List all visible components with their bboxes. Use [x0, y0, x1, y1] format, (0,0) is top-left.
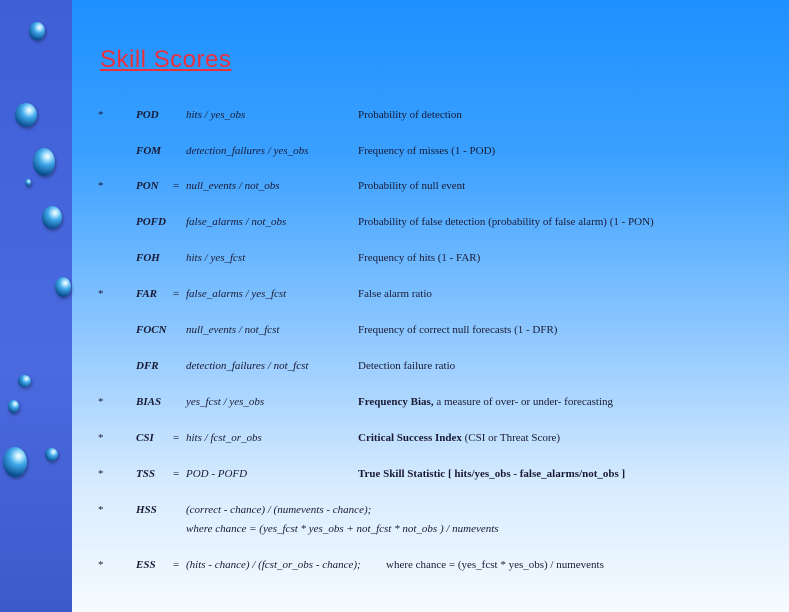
row-bullet: *: [98, 109, 104, 121]
score-description: [358, 432, 560, 444]
score-formula: null_events / not_obs: [186, 180, 280, 192]
skill-row: [0, 360, 789, 376]
equals-sign: =: [173, 180, 180, 192]
score-name: Critical Success Index: [358, 432, 462, 444]
score-description: Detection failure ratio: [358, 360, 456, 372]
bubble-decoration: [45, 448, 58, 461]
skill-row: [0, 504, 789, 520]
score-abbr: BIAS: [136, 396, 162, 408]
skill-row: [0, 109, 789, 125]
row-bullet: *: [98, 180, 104, 192]
skill-row: [0, 396, 789, 412]
score-description: Probability of null event: [358, 180, 466, 192]
score-note: [ hits/yes_obs - false_alarms/not_obs ]: [447, 468, 626, 480]
row-bullet: *: [98, 288, 104, 300]
score-description: where chance = (yes_fcst * yes_obs) / numevents: [386, 559, 604, 571]
score-description: [358, 396, 613, 408]
sidebar-panel: [0, 0, 72, 612]
score-abbr: FOCN: [136, 324, 167, 336]
score-description: Frequency of misses (1 - POD): [358, 145, 496, 157]
score-abbr: DFR: [136, 360, 159, 372]
skill-row: [0, 145, 789, 161]
score-abbr: POD: [136, 109, 159, 121]
score-formula: hits / yes_obs: [186, 109, 246, 121]
row-bullet: *: [98, 468, 104, 480]
score-formula: POD - POFD: [186, 468, 248, 480]
score-formula: yes_fcst / yes_obs: [186, 396, 265, 408]
score-description: False alarm ratio: [358, 288, 432, 300]
score-abbr: PON: [136, 180, 159, 192]
row-bullet: *: [98, 504, 104, 516]
score-note: (CSI or Threat Score): [464, 432, 561, 444]
score-name: Frequency Bias,: [358, 396, 434, 408]
bubble-decoration: [18, 375, 31, 387]
row-bullet: *: [98, 559, 104, 571]
skill-row: [0, 432, 789, 448]
bubble-decoration: [29, 22, 45, 40]
score-description: [358, 468, 625, 480]
equals-sign: =: [173, 288, 180, 300]
score-formula: (correct - chance) / (numevents - chance);: [186, 504, 372, 516]
skill-row: [0, 559, 789, 575]
skill-row: [0, 523, 789, 539]
equals-sign: =: [173, 559, 180, 571]
score-description: Frequency of hits (1 - FAR): [358, 252, 481, 264]
score-formula: detection_failures / yes_obs: [186, 145, 309, 157]
score-formula: where chance = (yes_fcst * yes_obs + not_fcst * not_obs ) / numevents: [186, 523, 499, 535]
score-note: a measure of over- or under- forecasting: [436, 396, 614, 408]
score-formula: hits / yes_fcst: [186, 252, 246, 264]
skill-row: [0, 324, 789, 340]
equals-sign: =: [173, 468, 180, 480]
row-bullet: *: [98, 432, 104, 444]
slide-background: [72, 0, 789, 612]
score-formula: (hits - chance) / (fcst_or_obs - chance);: [186, 559, 361, 571]
score-abbr: TSS: [136, 468, 155, 480]
score-description: Frequency of correct null forecasts (1 - DFR): [358, 324, 558, 336]
score-abbr: ESS: [136, 559, 156, 571]
score-description: Probability of false detection (probability of false alarm) (1 - PON): [358, 216, 654, 228]
skill-row: [0, 252, 789, 268]
score-abbr: FOM: [136, 145, 162, 157]
score-formula: detection_failures / not_fcst: [186, 360, 309, 372]
skill-row: [0, 180, 789, 196]
equals-sign: =: [173, 432, 180, 444]
skill-row: [0, 468, 789, 484]
score-description: Probability of detection: [358, 109, 462, 121]
score-abbr: FOH: [136, 252, 160, 264]
score-formula: hits / fcst_or_obs: [186, 432, 262, 444]
score-formula: false_alarms / not_obs: [186, 216, 287, 228]
score-name: True Skill Statistic: [358, 468, 446, 480]
slide-title: Skill Scores: [100, 46, 232, 73]
score-abbr: HSS: [136, 504, 157, 516]
score-abbr: CSI: [136, 432, 154, 444]
score-formula: null_events / not_fcst: [186, 324, 280, 336]
row-bullet: *: [98, 396, 104, 408]
score-formula: false_alarms / yes_fcst: [186, 288, 287, 300]
skill-row: [0, 288, 789, 304]
score-abbr: FAR: [136, 288, 158, 300]
score-abbr: POFD: [136, 216, 166, 228]
skill-row: [0, 216, 789, 232]
